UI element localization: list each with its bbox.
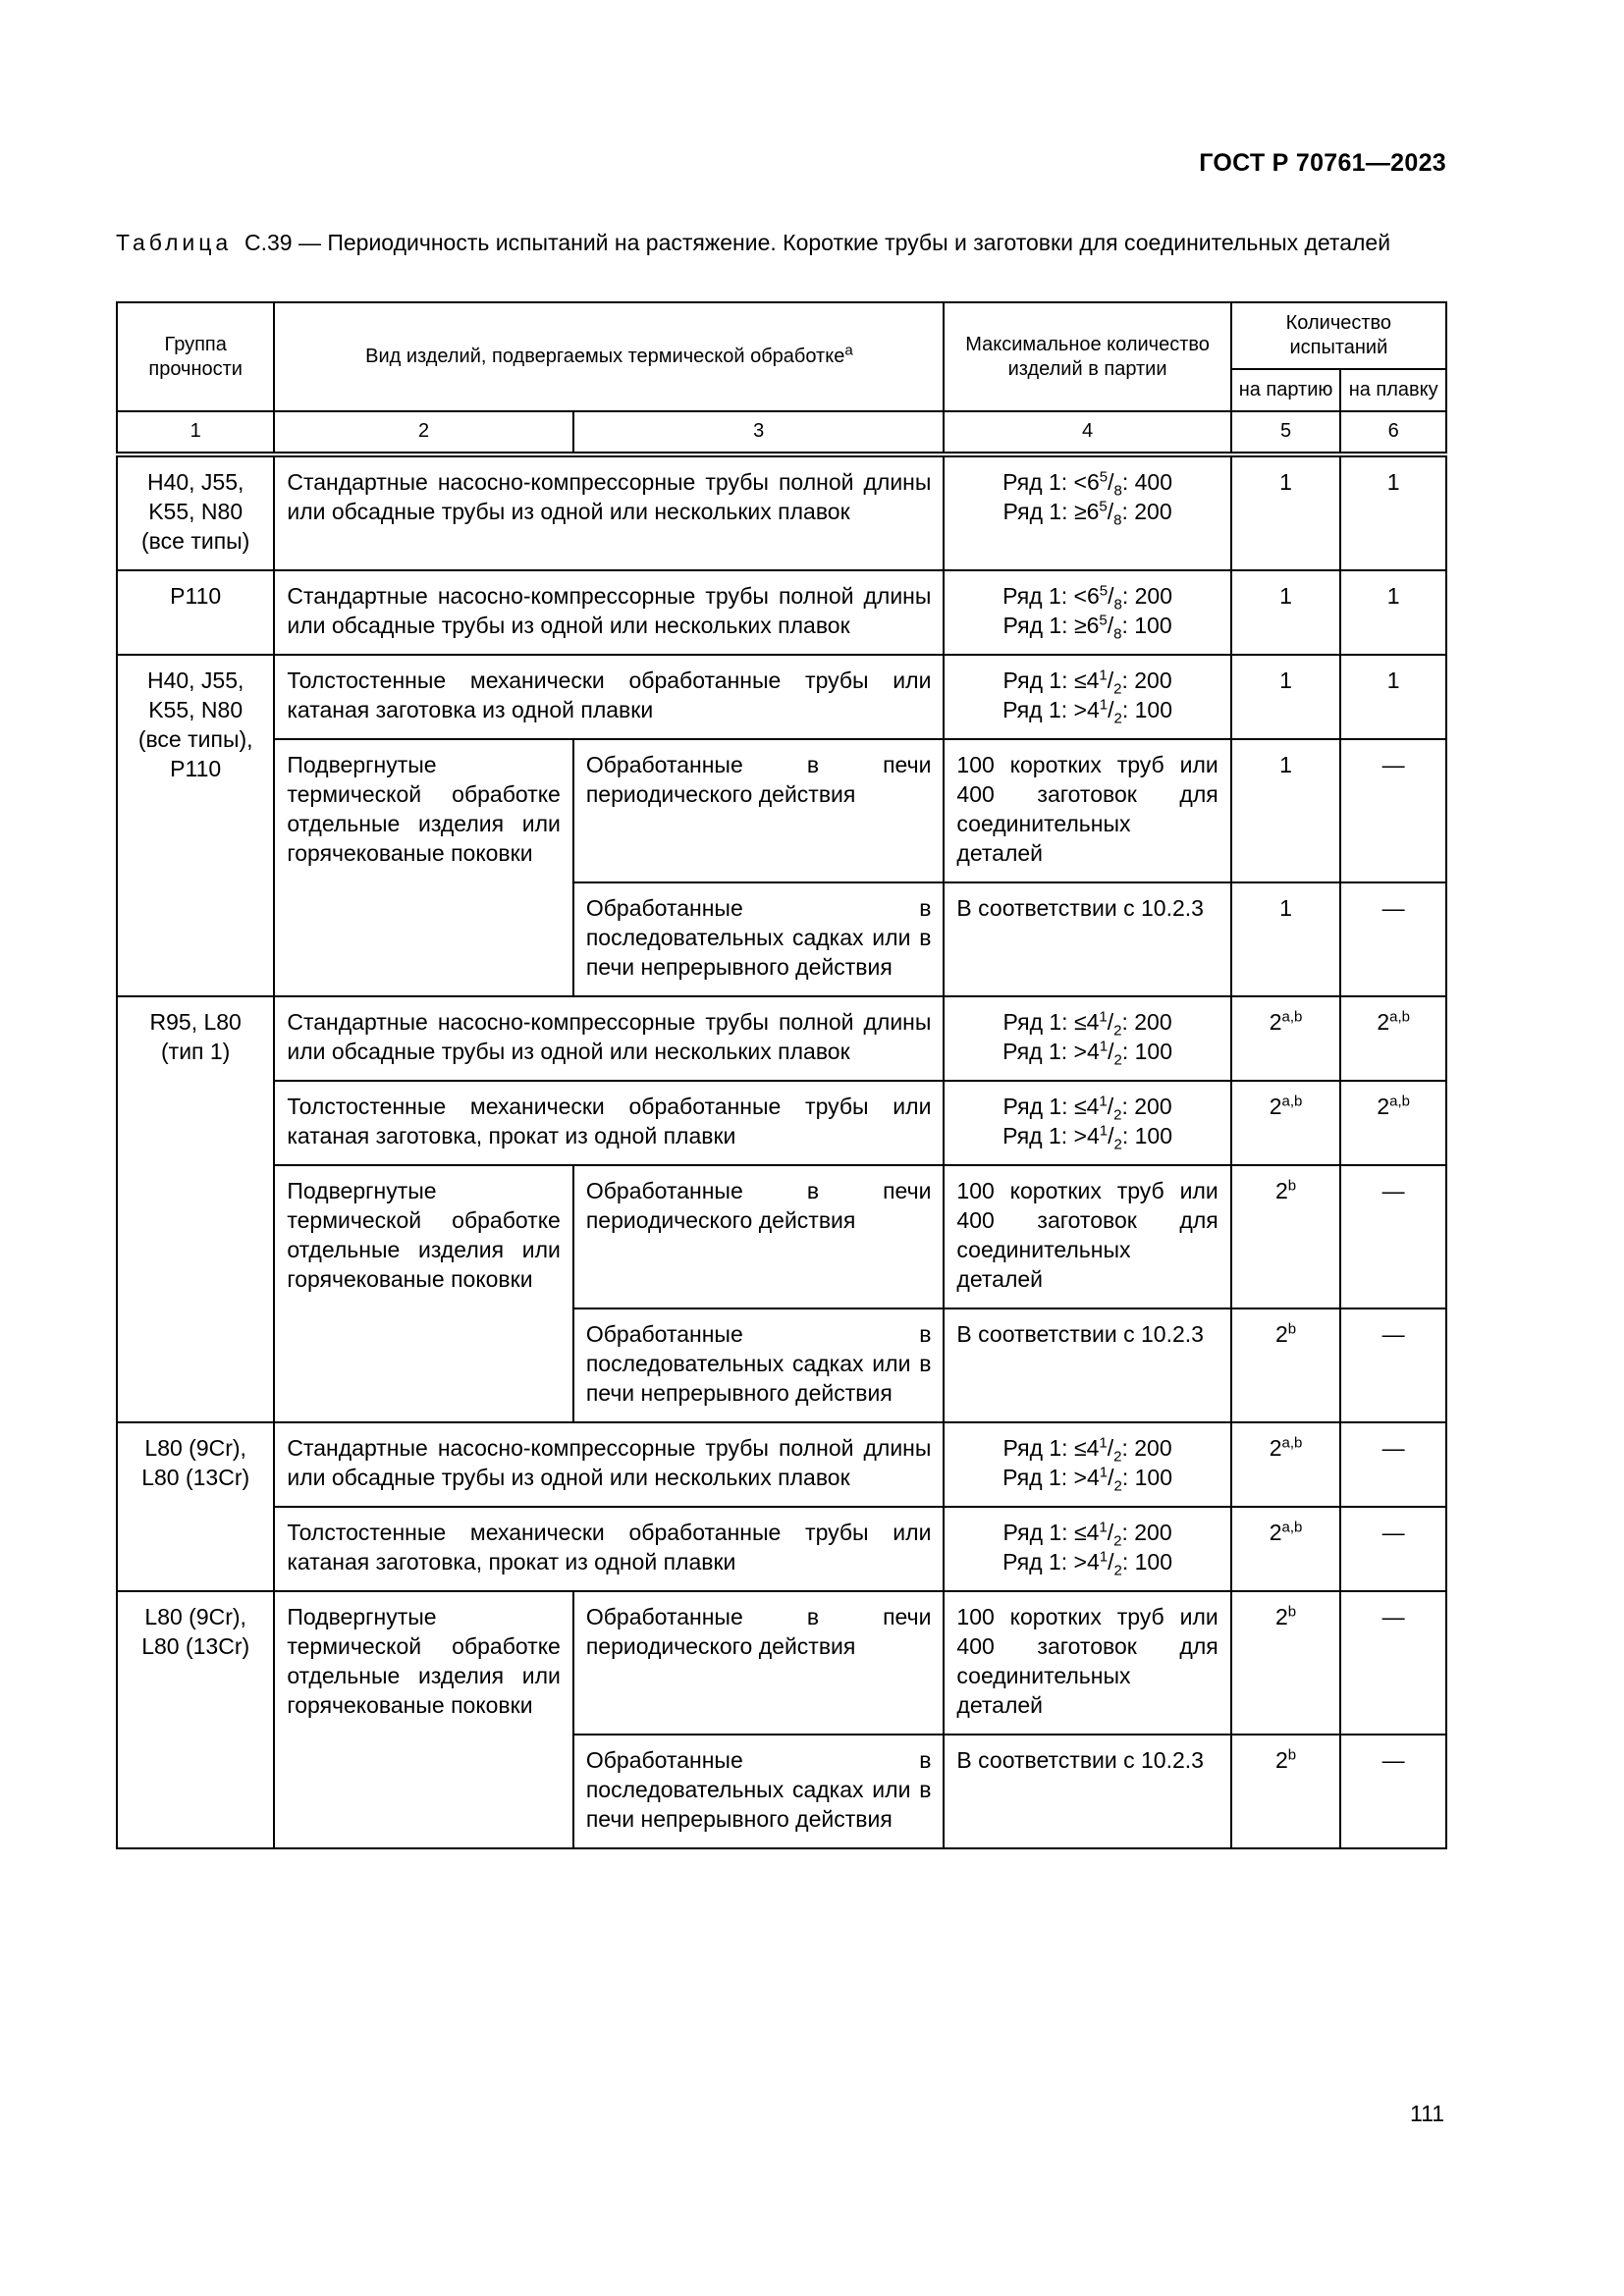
max-qty-cell: 100 коротких труб или 400 заготовок для соединительных деталей bbox=[944, 739, 1230, 882]
product-type-cell: Стандартные насосно-компрессорные трубы полной длины или обсадные трубы из одной или нескольких плавок bbox=[274, 454, 944, 570]
column-number: 5 bbox=[1231, 411, 1341, 454]
product-type-cell: Толстостенные механически обработанные трубы или катаная заготовка, прокат из одной плавки bbox=[274, 1081, 944, 1165]
strength-group-cell: L80 (9Cr), L80 (13Cr) bbox=[117, 1422, 274, 1591]
strength-group-cell: L80 (9Cr), L80 (13Cr) bbox=[117, 1591, 274, 1848]
per-lot-cell: 2$^{a,b}$ bbox=[1231, 1422, 1341, 1507]
per-heat-cell: 1 bbox=[1340, 655, 1446, 739]
column-number: 3 bbox=[573, 411, 945, 454]
max-qty-cell: Ряд 1: $\le 4^1/_2$: 200 Ряд 1: $>4^1/_2$: 100 bbox=[944, 655, 1230, 739]
header-product-type: Вид изделий, подвергаемых термической обработке$^a$ bbox=[274, 302, 944, 411]
product-type-cell: Подвергнутые термической обработке отдельные изделия или горячекованые поковки bbox=[274, 1165, 572, 1422]
strength-group-cell: R95, L80 (тип 1) bbox=[117, 996, 274, 1422]
table-row bbox=[117, 454, 1446, 570]
tensile-test-frequency-table bbox=[116, 301, 1447, 1849]
table-caption-text: С.39 — Периодичность испытаний на растяжение. Короткие трубы и заготовки для соединительных деталей bbox=[244, 230, 1391, 255]
table-row bbox=[117, 1507, 1446, 1591]
header-per-lot: на партию bbox=[1231, 369, 1341, 411]
table-row bbox=[117, 1081, 1446, 1165]
max-qty-cell: В соответствии с 10.2.3 bbox=[944, 1735, 1230, 1848]
max-qty-cell: 100 коротких труб или 400 заготовок для соединительных деталей bbox=[944, 1591, 1230, 1735]
treatment-cell: Обработанные в последовательных садках или в печи непрерывного действия bbox=[573, 1308, 945, 1422]
table-caption bbox=[116, 228, 1446, 257]
header-row bbox=[117, 302, 1446, 369]
per-lot-cell: 2$^b$ bbox=[1231, 1735, 1341, 1848]
per-lot-cell: 1 bbox=[1231, 655, 1341, 739]
per-heat-cell: — bbox=[1340, 1591, 1446, 1735]
max-qty-cell: Ряд 1: $\le 4^1/_2$: 200 Ряд 1: $>4^1/_2$: 100 bbox=[944, 996, 1230, 1081]
per-heat-cell: 2$^{a,b}$ bbox=[1340, 996, 1446, 1081]
per-heat-cell: — bbox=[1340, 1735, 1446, 1848]
product-type-cell: Стандартные насосно-компрессорные трубы полной длины или обсадные трубы из одной или нескольких плавок bbox=[274, 1422, 944, 1507]
header-max-qty: Максимальное количество изделий в партии bbox=[944, 302, 1230, 411]
max-qty-cell: Ряд 1: $<6^5/_8$: 400 Ряд 1: $\ge 6^5/_8$: 200 bbox=[944, 454, 1230, 570]
per-lot-cell: 1 bbox=[1231, 454, 1341, 570]
treatment-cell: Обработанные в последовательных садках или в печи непрерывного действия bbox=[573, 882, 945, 996]
per-lot-cell: 2$^{a,b}$ bbox=[1231, 996, 1341, 1081]
treatment-cell: Обработанные в печи периодического действия bbox=[573, 1591, 945, 1735]
header-group: Группа прочности bbox=[117, 302, 274, 411]
strength-group-cell: P110 bbox=[117, 570, 274, 655]
table-row bbox=[117, 1422, 1446, 1507]
table-row bbox=[117, 996, 1446, 1081]
max-qty-cell: Ряд 1: $\le 4^1/_2$: 200 Ряд 1: $>4^1/_2$: 100 bbox=[944, 1081, 1230, 1165]
max-qty-cell: Ряд 1: $<6^5/_8$: 200 Ряд 1: $\ge 6^5/_8$: 100 bbox=[944, 570, 1230, 655]
max-qty-cell: 100 коротких труб или 400 заготовок для соединительных деталей bbox=[944, 1165, 1230, 1308]
table-row bbox=[117, 1591, 1446, 1735]
document-standard-id: ГОСТ Р 70761—2023 bbox=[1199, 149, 1446, 177]
treatment-cell: Обработанные в печи периодического действия bbox=[573, 739, 945, 882]
max-qty-cell: В соответствии с 10.2.3 bbox=[944, 882, 1230, 996]
product-type-cell: Подвергнутые термической обработке отдельные изделия или горячекованые поковки bbox=[274, 1591, 572, 1848]
header-tests-count: Количество испытаний bbox=[1231, 302, 1446, 369]
table-row bbox=[117, 570, 1446, 655]
table-caption-prefix: Таблица bbox=[116, 230, 233, 255]
product-type-cell: Толстостенные механически обработанные трубы или катаная заготовка из одной плавки bbox=[274, 655, 944, 739]
strength-group-cell: H40, J55, K55, N80 (все типы) bbox=[117, 454, 274, 570]
per-lot-cell: 1 bbox=[1231, 739, 1341, 882]
treatment-cell: Обработанные в печи периодического действия bbox=[573, 1165, 945, 1308]
table-row bbox=[117, 739, 1446, 882]
per-heat-cell: 2$^{a,b}$ bbox=[1340, 1081, 1446, 1165]
per-lot-cell: 1 bbox=[1231, 570, 1341, 655]
product-type-cell: Стандартные насосно-компрессорные трубы полной длины или обсадные трубы из одной или нескольких плавок bbox=[274, 570, 944, 655]
per-heat-cell: — bbox=[1340, 1507, 1446, 1591]
page-number: 111 bbox=[1410, 2101, 1444, 2126]
per-heat-cell: — bbox=[1340, 882, 1446, 996]
per-lot-cell: 2$^b$ bbox=[1231, 1591, 1341, 1735]
column-number: 1 bbox=[117, 411, 274, 454]
strength-group-cell: H40, J55, K55, N80 (все типы), P110 bbox=[117, 655, 274, 996]
treatment-cell: Обработанные в последовательных садках или в печи непрерывного действия bbox=[573, 1735, 945, 1848]
per-heat-cell: 1 bbox=[1340, 454, 1446, 570]
per-heat-cell: — bbox=[1340, 1308, 1446, 1422]
per-lot-cell: 2$^b$ bbox=[1231, 1308, 1341, 1422]
table-row bbox=[117, 1165, 1446, 1308]
product-type-cell: Стандартные насосно-компрессорные трубы полной длины или обсадные трубы из одной или нескольких плавок bbox=[274, 996, 944, 1081]
header-per-heat: на плавку bbox=[1340, 369, 1446, 411]
max-qty-cell: Ряд 1: $\le 4^1/_2$: 200 Ряд 1: $>4^1/_2$: 100 bbox=[944, 1422, 1230, 1507]
column-number: 6 bbox=[1340, 411, 1446, 454]
per-heat-cell: — bbox=[1340, 1422, 1446, 1507]
per-lot-cell: 1 bbox=[1231, 882, 1341, 996]
per-heat-cell: — bbox=[1340, 739, 1446, 882]
max-qty-cell: В соответствии с 10.2.3 bbox=[944, 1308, 1230, 1422]
per-lot-cell: 2$^b$ bbox=[1231, 1165, 1341, 1308]
product-type-cell: Толстостенные механически обработанные трубы или катаная заготовка, прокат из одной плавки bbox=[274, 1507, 944, 1591]
column-number: 2 bbox=[274, 411, 572, 454]
max-qty-cell: Ряд 1: $\le 4^1/_2$: 200 Ряд 1: $>4^1/_2$: 100 bbox=[944, 1507, 1230, 1591]
table-row bbox=[117, 655, 1446, 739]
column-number: 4 bbox=[944, 411, 1230, 454]
per-lot-cell: 2$^{a,b}$ bbox=[1231, 1081, 1341, 1165]
column-numbers-row bbox=[117, 411, 1446, 454]
product-type-cell: Подвергнутые термической обработке отдельные изделия или горячекованые поковки bbox=[274, 739, 572, 996]
per-heat-cell: 1 bbox=[1340, 570, 1446, 655]
per-heat-cell: — bbox=[1340, 1165, 1446, 1308]
per-lot-cell: 2$^{a,b}$ bbox=[1231, 1507, 1341, 1591]
